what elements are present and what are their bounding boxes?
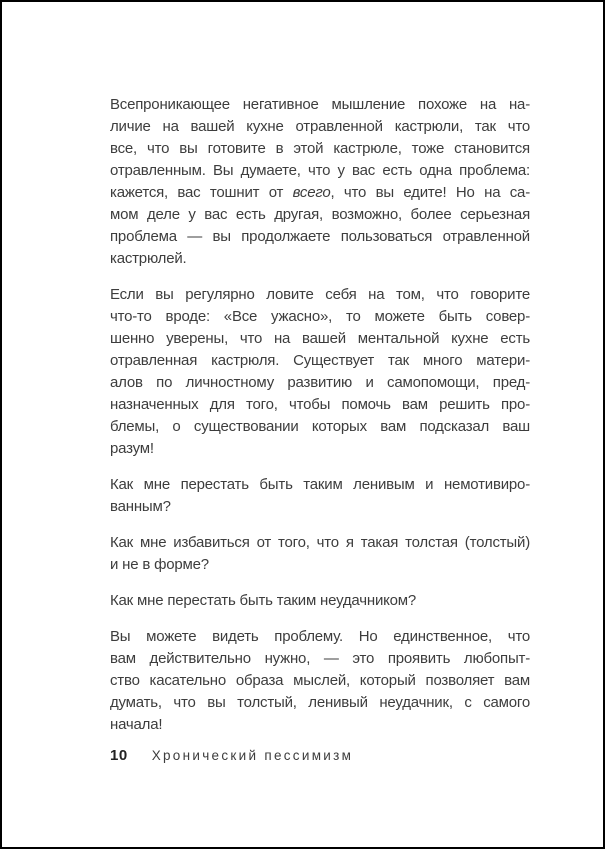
text-line: Как мне перестать быть таким ленивым и немотивиро- [110,476,530,493]
paragraph [110,474,530,518]
text-line: все, что вы готовите в этой кастрюле, тоже становится [110,140,530,157]
page-number: 10 [110,747,128,764]
running-title: Хронический пессимизм [151,748,354,763]
text-line: назначенных для того, чтобы помочь вам решить про- [110,396,530,413]
text-line: алов по личностному развитию и самопомощи, пред- [110,374,530,391]
text-blocks [110,94,530,750]
text-line: Всепроникающее негативное мышление похоже на на- [110,96,530,113]
text-segment: кажется, вас тошнит от [110,184,293,201]
emphasized-text: всего [292,184,331,201]
text-line: разум! [110,440,154,457]
text-line: Как мне перестать быть таким неудачником? [110,592,417,609]
paragraph [110,284,530,460]
text-line: отравленным. Вы думаете, что у вас есть одна проблема: [110,162,530,179]
paragraph [110,94,530,270]
text-line [110,182,530,204]
text-line: личие на вашей кухне отравленной кастрюли, так что [110,118,530,135]
page-footer [110,747,353,764]
paragraph [110,626,530,736]
text-line: Как мне избавиться от того, что я такая толстая (толстый) [110,534,530,551]
text-segment: , что вы едите! Но на са- [330,184,530,201]
text-line: блемы, о существовании которых вам подсказал ваш [110,418,530,435]
text-line: шенно уверены, что на вашей ментальной кухне есть [110,330,530,347]
text-line: начала! [110,716,163,733]
text-line: вам действительно нужно, — это проявить любопыт- [110,650,530,667]
paragraph [110,590,530,612]
text-line: и не в форме? [110,556,209,573]
text-line: думать, что вы толстый, ленивый неудачник, с самого [110,694,530,711]
text-line: мом деле у вас есть другая, возможно, более серьезная [110,206,530,223]
text-line: ванным? [110,498,171,515]
paragraph [110,532,530,576]
text-line: проблема — вы продолжаете пользоваться отравленной [110,228,530,245]
text-line: Вы можете видеть проблему. Но единственное, что [110,628,530,645]
text-line: что-то вроде: «Все ужасно», то можете быть совер- [110,308,530,325]
text-line: ство касательно образа мыслей, который позволяет вам [110,672,530,689]
text-line: кастрюлей. [110,250,187,267]
text-line: отравленная кастрюля. Существует так много матери- [110,352,530,369]
text-line: Если вы регулярно ловите себя на том, что говорите [110,286,530,303]
